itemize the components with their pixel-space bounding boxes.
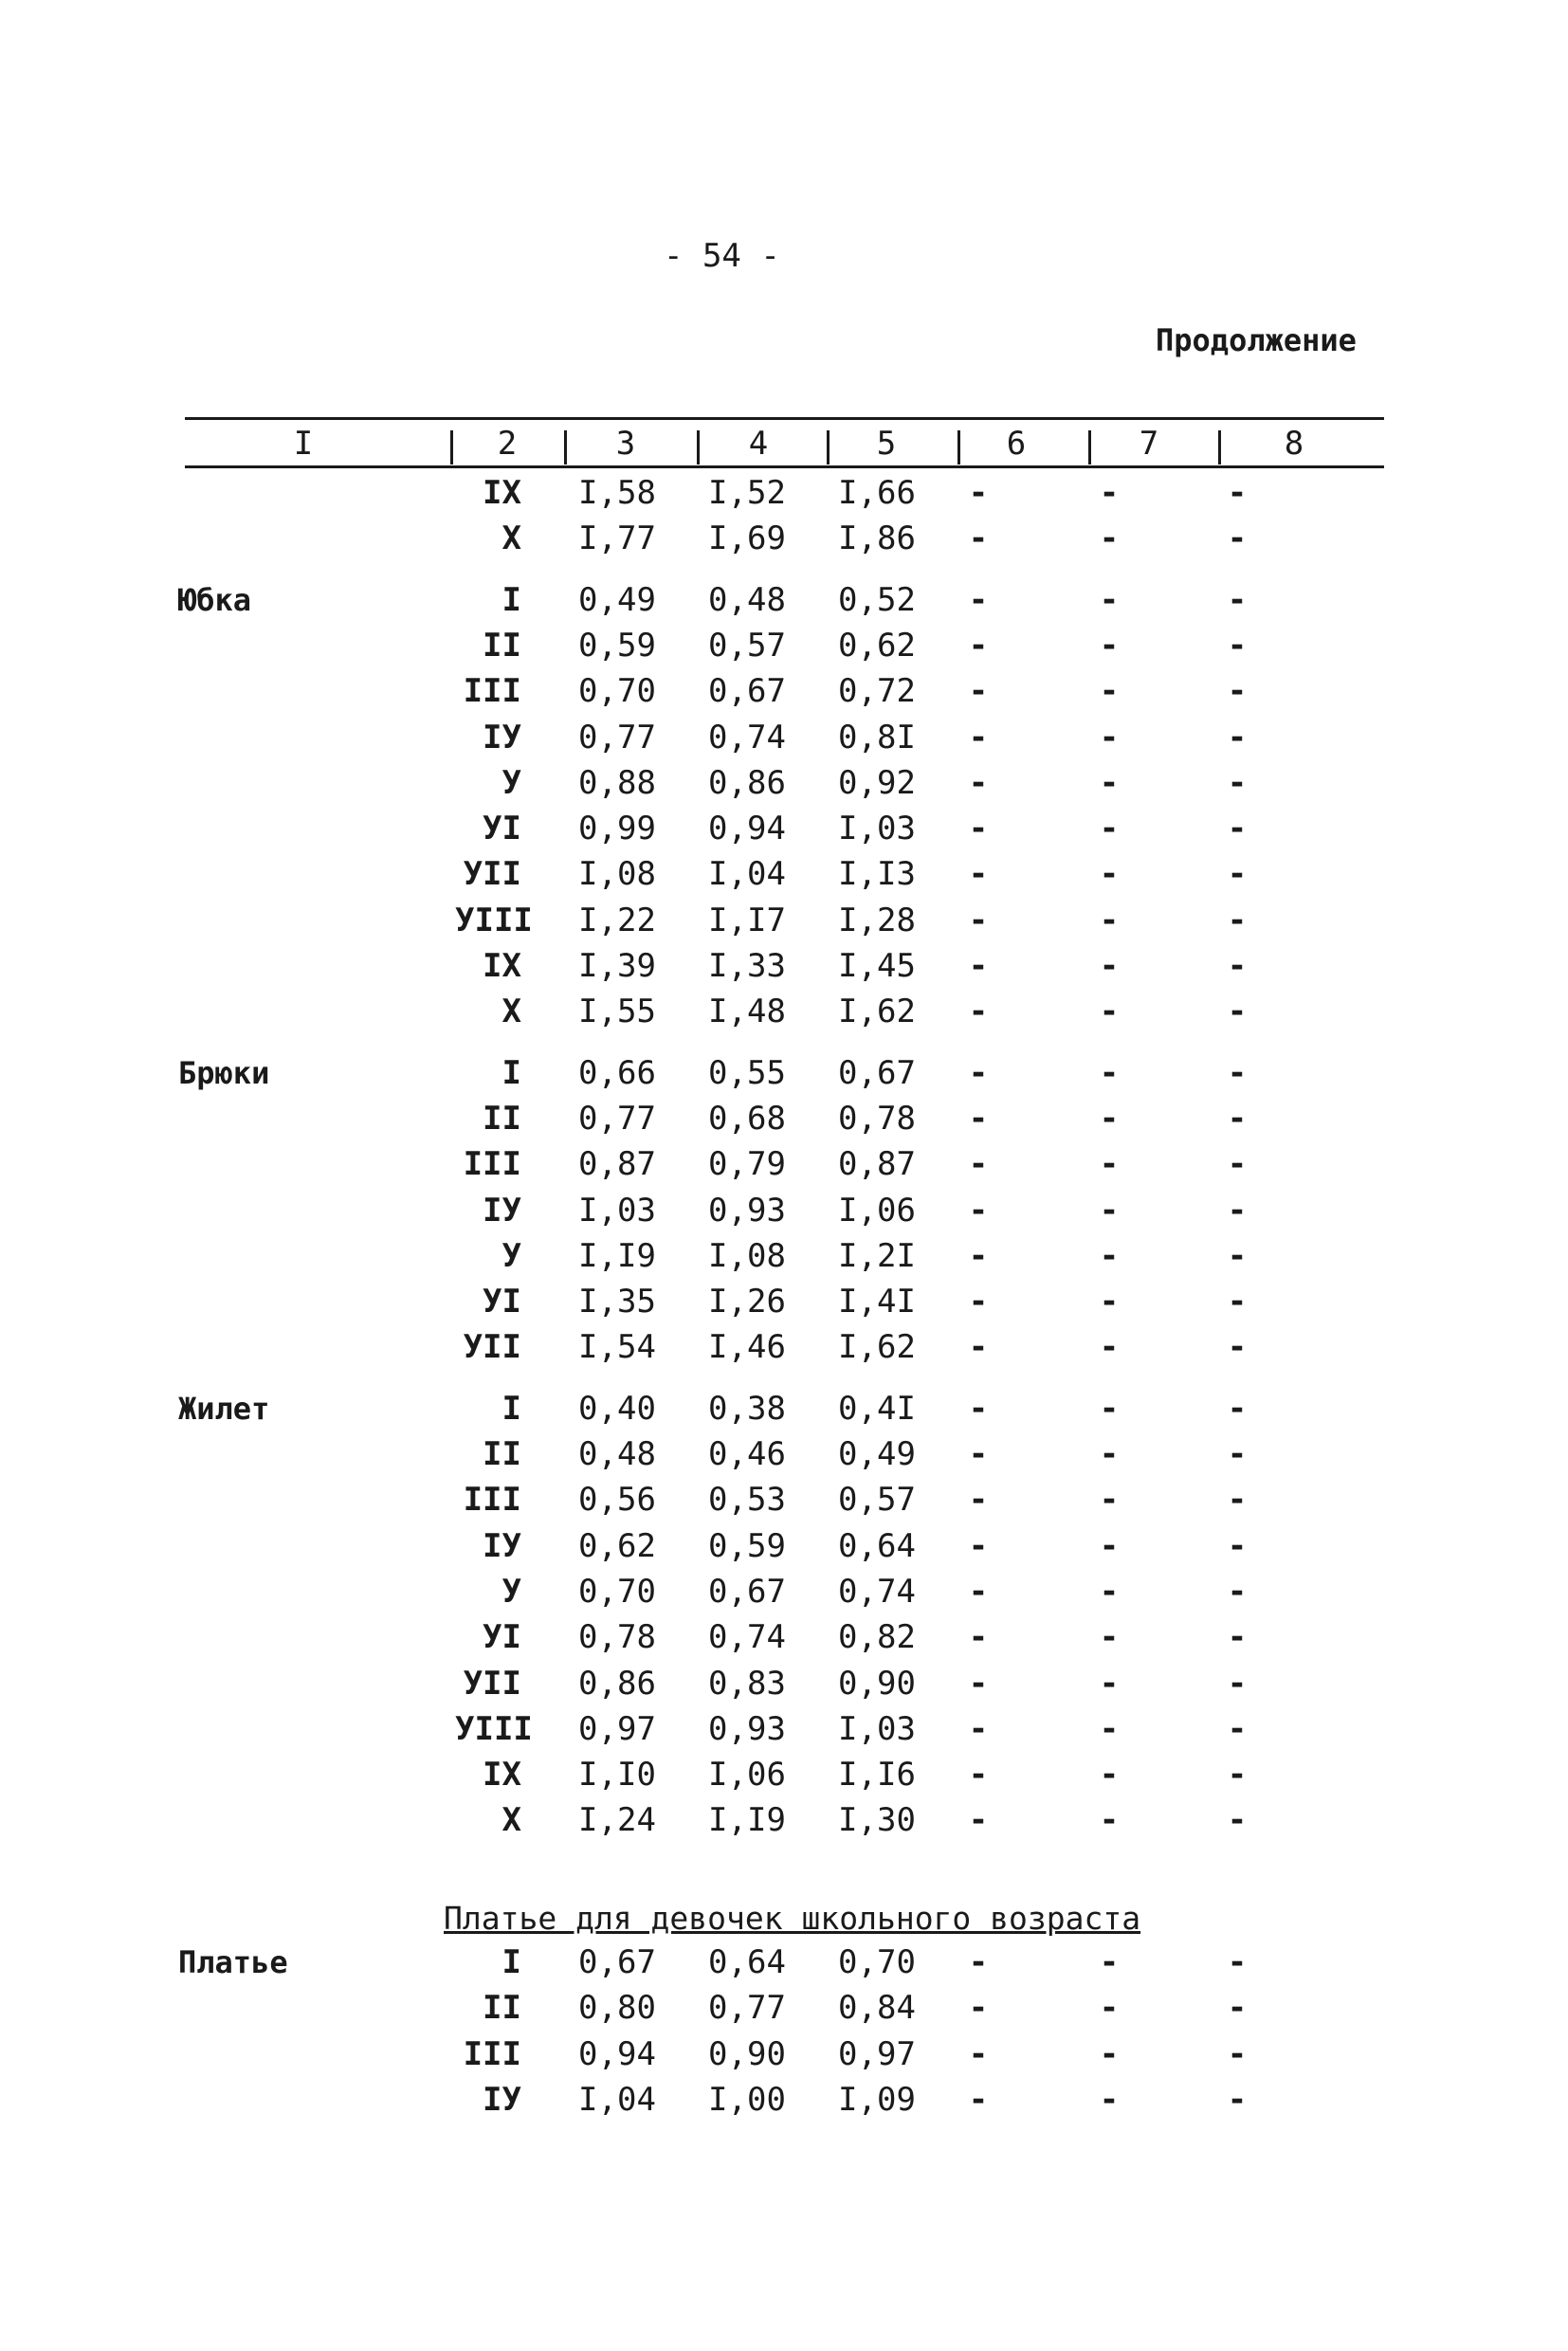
dash-cell: - xyxy=(968,1709,989,1748)
value-cell: I,46 xyxy=(708,1328,786,1367)
value-cell: 0,67 xyxy=(838,1053,916,1092)
value-cell: 0,66 xyxy=(578,1053,656,1092)
value-cell: 0,40 xyxy=(578,1389,656,1428)
continuation-label: Продолжение xyxy=(1156,322,1357,358)
dash-cell: - xyxy=(1099,901,1120,939)
size-cell: X xyxy=(501,519,521,558)
dash-cell: - xyxy=(1227,855,1248,894)
dash-cell: - xyxy=(1099,672,1120,711)
dash-cell: - xyxy=(1099,763,1120,802)
size-cell: УI xyxy=(483,1618,521,1657)
dash-cell: - xyxy=(1227,1664,1248,1703)
value-cell: I,22 xyxy=(578,901,656,939)
dash-cell: - xyxy=(1227,626,1248,665)
value-cell: 0,99 xyxy=(578,810,656,848)
dash-cell: - xyxy=(1227,1191,1248,1230)
category-label: Юбка xyxy=(178,581,252,618)
value-cell: 0,49 xyxy=(838,1435,916,1473)
value-cell: 0,90 xyxy=(838,1664,916,1703)
header-col-1: I xyxy=(293,425,314,463)
size-cell: УIII xyxy=(455,1709,533,1748)
value-cell: 0,64 xyxy=(838,1526,916,1565)
dash-cell: - xyxy=(968,474,989,512)
size-cell: II xyxy=(483,626,521,665)
dash-cell: - xyxy=(1099,1145,1120,1184)
value-cell: 0,52 xyxy=(838,580,916,619)
header-separator xyxy=(564,430,567,465)
dash-cell: - xyxy=(1227,1099,1248,1138)
dash-cell: - xyxy=(1099,1664,1120,1703)
dash-cell: - xyxy=(1099,2080,1120,2119)
value-cell: 0,59 xyxy=(578,626,656,665)
value-cell: 0,80 xyxy=(578,1989,656,2028)
dash-cell: - xyxy=(968,1099,989,1138)
size-cell: I xyxy=(501,1389,521,1428)
dash-cell: - xyxy=(1099,1191,1120,1230)
dash-cell: - xyxy=(968,2080,989,2119)
size-cell: IУ xyxy=(483,718,521,756)
dash-cell: - xyxy=(1099,1389,1120,1428)
value-cell: 0,4I xyxy=(838,1389,916,1428)
value-cell: 0,49 xyxy=(578,580,656,619)
value-cell: I,62 xyxy=(838,1328,916,1367)
dash-cell: - xyxy=(1227,1053,1248,1092)
value-cell: I,04 xyxy=(578,2080,656,2119)
dash-cell: - xyxy=(1099,1756,1120,1795)
size-cell: II xyxy=(483,1099,521,1138)
dash-cell: - xyxy=(1099,1283,1120,1321)
value-cell: 0,74 xyxy=(708,1618,786,1657)
dash-cell: - xyxy=(968,1756,989,1795)
value-cell: 0,8I xyxy=(838,718,916,756)
dash-cell: - xyxy=(1227,1756,1248,1795)
dash-cell: - xyxy=(1099,1053,1120,1092)
size-cell: IУ xyxy=(483,1191,521,1230)
dash-cell: - xyxy=(968,1191,989,1230)
value-cell: 0,83 xyxy=(708,1664,786,1703)
value-cell: 0,48 xyxy=(708,580,786,619)
size-cell: У xyxy=(501,1236,521,1275)
value-cell: I,45 xyxy=(838,947,916,985)
value-cell: 0,64 xyxy=(708,1943,786,1981)
value-cell: I,26 xyxy=(708,1283,786,1321)
header-col-3: 3 xyxy=(615,425,636,463)
dash-cell: - xyxy=(968,1283,989,1321)
value-cell: I,39 xyxy=(578,947,656,985)
value-cell: 0,70 xyxy=(578,1572,656,1611)
dash-cell: - xyxy=(1227,2080,1248,2119)
header-separator xyxy=(1088,430,1091,465)
value-cell: 0,48 xyxy=(578,1435,656,1473)
value-cell: I,2I xyxy=(838,1236,916,1275)
value-cell: 0,90 xyxy=(708,2034,786,2073)
value-cell: I,62 xyxy=(838,993,916,1031)
dash-cell: - xyxy=(968,1236,989,1275)
value-cell: 0,77 xyxy=(708,1989,786,2028)
value-cell: I,48 xyxy=(708,993,786,1031)
size-cell: УII xyxy=(463,1328,521,1367)
dash-cell: - xyxy=(1099,1099,1120,1138)
value-cell: 0,94 xyxy=(708,810,786,848)
dash-cell: - xyxy=(1227,1481,1248,1520)
size-cell: I xyxy=(501,1943,521,1981)
header-separator xyxy=(697,430,700,465)
value-cell: I,86 xyxy=(838,519,916,558)
dash-cell: - xyxy=(968,1328,989,1367)
section-title: Платье для девочек школьного возраста xyxy=(444,1900,1141,1937)
value-cell: I,06 xyxy=(838,1191,916,1230)
dash-cell: - xyxy=(968,993,989,1031)
dash-cell: - xyxy=(1099,1709,1120,1748)
value-cell: 0,79 xyxy=(708,1145,786,1184)
value-cell: 0,78 xyxy=(578,1618,656,1657)
value-cell: 0,82 xyxy=(838,1618,916,1657)
value-cell: 0,92 xyxy=(838,763,916,802)
dash-cell: - xyxy=(1227,1618,1248,1657)
dash-cell: - xyxy=(968,1618,989,1657)
dash-cell: - xyxy=(1099,474,1120,512)
dash-cell: - xyxy=(968,1572,989,1611)
value-cell: 0,84 xyxy=(838,1989,916,2028)
header-col-7: 7 xyxy=(1139,425,1159,463)
value-cell: 0,88 xyxy=(578,763,656,802)
value-cell: 0,77 xyxy=(578,718,656,756)
size-cell: УII xyxy=(463,855,521,894)
value-cell: I,08 xyxy=(578,855,656,894)
dash-cell: - xyxy=(1227,1989,1248,2028)
value-cell: 0,62 xyxy=(838,626,916,665)
dash-cell: - xyxy=(1099,718,1120,756)
dash-cell: - xyxy=(1227,993,1248,1031)
dash-cell: - xyxy=(1099,519,1120,558)
dash-cell: - xyxy=(1227,1943,1248,1981)
value-cell: I,30 xyxy=(838,1801,916,1840)
value-cell: I,03 xyxy=(838,810,916,848)
value-cell: I,08 xyxy=(708,1236,786,1275)
dash-cell: - xyxy=(1227,474,1248,512)
value-cell: 0,46 xyxy=(708,1435,786,1473)
header-col-6: 6 xyxy=(1006,425,1027,463)
dash-cell: - xyxy=(1099,1328,1120,1367)
size-cell: УIII xyxy=(455,901,533,939)
dash-cell: - xyxy=(1099,1572,1120,1611)
dash-cell: - xyxy=(1227,1572,1248,1611)
value-cell: 0,67 xyxy=(708,672,786,711)
value-cell: I,4I xyxy=(838,1283,916,1321)
value-cell: 0,74 xyxy=(838,1572,916,1611)
value-cell: 0,38 xyxy=(708,1389,786,1428)
dash-cell: - xyxy=(968,763,989,802)
dash-cell: - xyxy=(968,947,989,985)
dash-cell: - xyxy=(1099,1435,1120,1473)
dash-cell: - xyxy=(968,810,989,848)
value-cell: I,09 xyxy=(838,2080,916,2119)
size-cell: I xyxy=(501,1053,521,1092)
value-cell: 0,86 xyxy=(578,1664,656,1703)
value-cell: I,24 xyxy=(578,1801,656,1840)
value-cell: I,03 xyxy=(838,1709,916,1748)
dash-cell: - xyxy=(1099,1481,1120,1520)
size-cell: III xyxy=(463,2034,521,2073)
page-number: - 54 - xyxy=(664,237,780,275)
size-cell: IX xyxy=(483,947,521,985)
size-cell: УI xyxy=(483,810,521,848)
dash-cell: - xyxy=(968,1664,989,1703)
dash-cell: - xyxy=(1227,1801,1248,1840)
value-cell: 0,72 xyxy=(838,672,916,711)
dash-cell: - xyxy=(968,1989,989,2028)
value-cell: 0,78 xyxy=(838,1099,916,1138)
dash-cell: - xyxy=(968,1053,989,1092)
header-col-4: 4 xyxy=(748,425,769,463)
value-cell: 0,74 xyxy=(708,718,786,756)
dash-cell: - xyxy=(1099,1989,1120,2028)
value-cell: I,03 xyxy=(578,1191,656,1230)
dash-cell: - xyxy=(968,519,989,558)
dash-cell: - xyxy=(968,1435,989,1473)
size-cell: II xyxy=(483,1435,521,1473)
value-cell: 0,94 xyxy=(578,2034,656,2073)
dash-cell: - xyxy=(1099,1236,1120,1275)
dash-cell: - xyxy=(1099,947,1120,985)
value-cell: I,I0 xyxy=(578,1756,656,1795)
dash-cell: - xyxy=(968,1526,989,1565)
dash-cell: - xyxy=(968,2034,989,2073)
value-cell: I,55 xyxy=(578,993,656,1031)
value-cell: I,77 xyxy=(578,519,656,558)
dash-cell: - xyxy=(968,626,989,665)
value-cell: I,06 xyxy=(708,1756,786,1795)
dash-cell: - xyxy=(1227,1526,1248,1565)
size-cell: У xyxy=(501,763,521,802)
dash-cell: - xyxy=(968,1801,989,1840)
value-cell: I,00 xyxy=(708,2080,786,2119)
category-label: Жилет xyxy=(178,1390,270,1427)
size-cell: IУ xyxy=(483,1526,521,1565)
value-cell: 0,67 xyxy=(578,1943,656,1981)
header-col-8: 8 xyxy=(1284,425,1304,463)
value-cell: 0,70 xyxy=(838,1943,916,1981)
dash-cell: - xyxy=(1099,1526,1120,1565)
dash-cell: - xyxy=(1099,1943,1120,1981)
value-cell: I,35 xyxy=(578,1283,656,1321)
dash-cell: - xyxy=(1099,993,1120,1031)
size-cell: IX xyxy=(483,1756,521,1795)
dash-cell: - xyxy=(1227,519,1248,558)
dash-cell: - xyxy=(968,672,989,711)
dash-cell: - xyxy=(1227,810,1248,848)
dash-cell: - xyxy=(1099,626,1120,665)
dash-cell: - xyxy=(1227,1145,1248,1184)
value-cell: 0,77 xyxy=(578,1099,656,1138)
value-cell: I,I3 xyxy=(838,855,916,894)
size-cell: У xyxy=(501,1572,521,1611)
dash-cell: - xyxy=(1227,1389,1248,1428)
value-cell: 0,68 xyxy=(708,1099,786,1138)
size-cell: УII xyxy=(463,1664,521,1703)
size-cell: I xyxy=(501,580,521,619)
value-cell: I,04 xyxy=(708,855,786,894)
dash-cell: - xyxy=(1227,1236,1248,1275)
size-cell: III xyxy=(463,672,521,711)
size-cell: III xyxy=(463,1481,521,1520)
dash-cell: - xyxy=(1099,855,1120,894)
dash-cell: - xyxy=(1227,901,1248,939)
value-cell: I,52 xyxy=(708,474,786,512)
dash-cell: - xyxy=(1099,580,1120,619)
value-cell: I,I6 xyxy=(838,1756,916,1795)
value-cell: 0,57 xyxy=(708,626,786,665)
table-header-rule xyxy=(185,465,1384,468)
size-cell: X xyxy=(501,1801,521,1840)
dash-cell: - xyxy=(968,855,989,894)
value-cell: 0,93 xyxy=(708,1709,786,1748)
header-col-5: 5 xyxy=(876,425,897,463)
dash-cell: - xyxy=(1227,580,1248,619)
value-cell: 0,86 xyxy=(708,763,786,802)
dash-cell: - xyxy=(1227,763,1248,802)
value-cell: I,54 xyxy=(578,1328,656,1367)
value-cell: I,I7 xyxy=(708,901,786,939)
value-cell: I,58 xyxy=(578,474,656,512)
category-label: Платье xyxy=(178,1944,288,1980)
value-cell: I,33 xyxy=(708,947,786,985)
dash-cell: - xyxy=(1099,810,1120,848)
size-cell: X xyxy=(501,993,521,1031)
dash-cell: - xyxy=(1099,1618,1120,1657)
dash-cell: - xyxy=(1227,1709,1248,1748)
value-cell: 0,56 xyxy=(578,1481,656,1520)
value-cell: 0,53 xyxy=(708,1481,786,1520)
dash-cell: - xyxy=(968,901,989,939)
dash-cell: - xyxy=(1227,2034,1248,2073)
dash-cell: - xyxy=(1227,947,1248,985)
dash-cell: - xyxy=(1227,1283,1248,1321)
dash-cell: - xyxy=(1227,1435,1248,1473)
value-cell: 0,97 xyxy=(578,1709,656,1748)
dash-cell: - xyxy=(1227,718,1248,756)
dash-cell: - xyxy=(968,718,989,756)
value-cell: 0,87 xyxy=(838,1145,916,1184)
dash-cell: - xyxy=(968,580,989,619)
value-cell: 0,55 xyxy=(708,1053,786,1092)
value-cell: 0,59 xyxy=(708,1526,786,1565)
value-cell: 0,62 xyxy=(578,1526,656,1565)
value-cell: 0,97 xyxy=(838,2034,916,2073)
value-cell: I,69 xyxy=(708,519,786,558)
size-cell: III xyxy=(463,1145,521,1184)
size-cell: II xyxy=(483,1989,521,2028)
value-cell: 0,70 xyxy=(578,672,656,711)
header-col-2: 2 xyxy=(497,425,518,463)
header-separator xyxy=(1218,430,1221,465)
size-cell: УI xyxy=(483,1283,521,1321)
dash-cell: - xyxy=(968,1943,989,1981)
value-cell: 0,93 xyxy=(708,1191,786,1230)
dash-cell: - xyxy=(968,1145,989,1184)
value-cell: I,66 xyxy=(838,474,916,512)
dash-cell: - xyxy=(968,1389,989,1428)
dash-cell: - xyxy=(1227,672,1248,711)
value-cell: I,28 xyxy=(838,901,916,939)
value-cell: 0,67 xyxy=(708,1572,786,1611)
value-cell: I,I9 xyxy=(578,1236,656,1275)
dash-cell: - xyxy=(968,1481,989,1520)
dash-cell: - xyxy=(1099,2034,1120,2073)
size-cell: IX xyxy=(483,474,521,512)
value-cell: 0,57 xyxy=(838,1481,916,1520)
value-cell: I,I9 xyxy=(708,1801,786,1840)
value-cell: 0,87 xyxy=(578,1145,656,1184)
size-cell: IУ xyxy=(483,2080,521,2119)
category-label: Брюки xyxy=(178,1054,270,1091)
dash-cell: - xyxy=(1227,1328,1248,1367)
table-top-rule xyxy=(185,417,1384,420)
dash-cell: - xyxy=(1099,1801,1120,1840)
